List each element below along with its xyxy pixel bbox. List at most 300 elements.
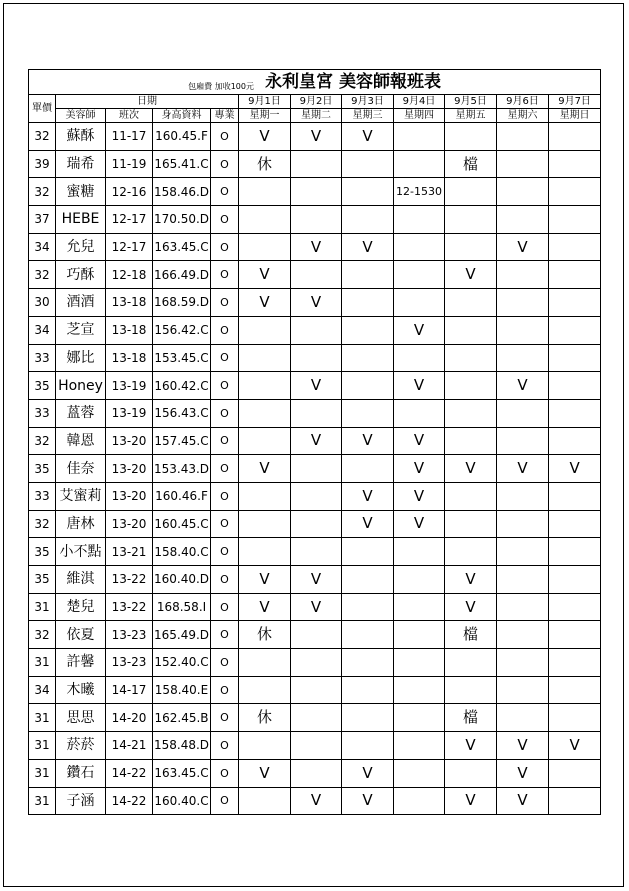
- schedule-cell: [497, 344, 549, 372]
- schedule-cell: [394, 261, 445, 289]
- shift-cell: 13-22: [106, 593, 153, 621]
- specialty-cell: O: [211, 455, 239, 483]
- schedule-cell: [342, 455, 394, 483]
- schedule-cell: [497, 676, 549, 704]
- specialty-cell: O: [211, 538, 239, 566]
- schedule-cell: 休: [239, 621, 291, 649]
- schedule-cell: 檔: [445, 704, 497, 732]
- table-row: [29, 344, 601, 372]
- schedule-cell: [394, 123, 445, 151]
- table-row: [29, 676, 601, 704]
- schedule-cell: 12-1530: [394, 178, 445, 206]
- schedule-cell: [497, 621, 549, 649]
- specialty-cell: O: [211, 316, 239, 344]
- schedule-cell: [291, 510, 342, 538]
- schedule-cell: [342, 316, 394, 344]
- schedule-cell: [549, 566, 601, 594]
- schedule-cell: [445, 344, 497, 372]
- beautician-name-cell: 子涵: [56, 787, 106, 815]
- unit-price-cell: 35: [29, 372, 56, 400]
- header-date: 日期: [56, 95, 239, 109]
- schedule-cell: V: [342, 510, 394, 538]
- beautician-name-cell: 佳奈: [56, 455, 106, 483]
- unit-price-cell: 35: [29, 455, 56, 483]
- table-row: [29, 593, 601, 621]
- schedule-cell: [549, 510, 601, 538]
- table-row: [29, 261, 601, 289]
- schedule-cell: [291, 482, 342, 510]
- profile-cell: 160.46.F: [153, 482, 211, 510]
- schedule-cell: [549, 233, 601, 261]
- day-date-header: 9月3日: [342, 95, 394, 109]
- schedule-cell: [342, 621, 394, 649]
- schedule-cell: V: [497, 759, 549, 787]
- specialty-cell: O: [211, 261, 239, 289]
- beautician-name-cell: 鑽石: [56, 759, 106, 787]
- beautician-name-cell: 小不點: [56, 538, 106, 566]
- table-row: [29, 455, 601, 483]
- schedule-cell: [445, 289, 497, 317]
- schedule-cell: [394, 289, 445, 317]
- unit-price-cell: 32: [29, 261, 56, 289]
- schedule-cell: V: [445, 732, 497, 760]
- schedule-cell: [239, 206, 291, 234]
- schedule-cell: [497, 482, 549, 510]
- profile-cell: 153.43.D: [153, 455, 211, 483]
- schedule-cell: [549, 621, 601, 649]
- schedule-cell: [342, 289, 394, 317]
- beautician-name-cell: 韓恩: [56, 427, 106, 455]
- schedule-cell: [445, 178, 497, 206]
- shift-cell: 14-22: [106, 787, 153, 815]
- schedule-cell: [445, 206, 497, 234]
- schedule-cell: [239, 510, 291, 538]
- schedule-cell: [445, 482, 497, 510]
- beautician-name-cell: HEBE: [56, 206, 106, 234]
- schedule-cell: [549, 261, 601, 289]
- schedule-cell: [239, 344, 291, 372]
- schedule-cell: [342, 344, 394, 372]
- schedule-cell: [394, 787, 445, 815]
- header-shift: 班次: [106, 109, 153, 123]
- schedule-cell: [497, 150, 549, 178]
- specialty-cell: O: [211, 427, 239, 455]
- shift-cell: 13-20: [106, 427, 153, 455]
- day-date-header: 9月1日: [239, 95, 291, 109]
- table-row: [29, 372, 601, 400]
- schedule-cell: [445, 316, 497, 344]
- schedule-cell: [291, 732, 342, 760]
- schedule-cell: [239, 178, 291, 206]
- schedule-cell: V: [445, 787, 497, 815]
- schedule-cell: [445, 123, 497, 151]
- shift-cell: 13-19: [106, 372, 153, 400]
- schedule-cell: V: [291, 566, 342, 594]
- schedule-cell: V: [291, 289, 342, 317]
- specialty-cell: O: [211, 289, 239, 317]
- schedule-cell: [497, 178, 549, 206]
- schedule-cell: V: [239, 593, 291, 621]
- schedule-cell: [239, 787, 291, 815]
- schedule-cell: [497, 649, 549, 677]
- schedule-cell: [497, 206, 549, 234]
- title-row: [29, 70, 601, 95]
- unit-price-cell: 35: [29, 566, 56, 594]
- schedule-cell: V: [394, 510, 445, 538]
- schedule-cell: [445, 759, 497, 787]
- specialty-cell: O: [211, 399, 239, 427]
- beautician-name-cell: Honey: [56, 372, 106, 400]
- schedule-cell: [394, 344, 445, 372]
- shift-cell: 13-20: [106, 455, 153, 483]
- profile-cell: 168.59.D: [153, 289, 211, 317]
- header-name: 美容師: [56, 109, 106, 123]
- schedule-cell: V: [549, 455, 601, 483]
- schedule-cell: [445, 538, 497, 566]
- schedule-cell: V: [497, 372, 549, 400]
- schedule-cell: [394, 676, 445, 704]
- unit-price-cell: 31: [29, 759, 56, 787]
- table-row: [29, 649, 601, 677]
- table-row: [29, 427, 601, 455]
- specialty-cell: O: [211, 759, 239, 787]
- beautician-name-cell: 娜比: [56, 344, 106, 372]
- shift-cell: 14-17: [106, 676, 153, 704]
- profile-cell: 153.45.C: [153, 344, 211, 372]
- schedule-cell: V: [291, 787, 342, 815]
- schedule-cell: [394, 566, 445, 594]
- schedule-cell: [394, 233, 445, 261]
- unit-price-cell: 33: [29, 482, 56, 510]
- specialty-cell: O: [211, 206, 239, 234]
- unit-price-cell: 34: [29, 233, 56, 261]
- surcharge-note: 包廂費 加收100元: [188, 81, 254, 91]
- schedule-cell: [497, 427, 549, 455]
- header-row-columns: [29, 109, 601, 123]
- schedule-cell: [239, 372, 291, 400]
- profile-cell: 160.45.C: [153, 510, 211, 538]
- beautician-name-cell: 菸菸: [56, 732, 106, 760]
- schedule-cell: V: [291, 427, 342, 455]
- schedule-cell: 休: [239, 704, 291, 732]
- schedule-cell: [239, 427, 291, 455]
- table-row: [29, 566, 601, 594]
- table-row: [29, 123, 601, 151]
- beautician-name-cell: 思思: [56, 704, 106, 732]
- schedule-cell: [549, 427, 601, 455]
- table-row: [29, 178, 601, 206]
- table-row: [29, 787, 601, 815]
- beautician-name-cell: 許馨: [56, 649, 106, 677]
- schedule-cell: [291, 621, 342, 649]
- schedule-cell: [497, 593, 549, 621]
- schedule-cell: V: [342, 482, 394, 510]
- specialty-cell: O: [211, 178, 239, 206]
- schedule-cell: [239, 482, 291, 510]
- header-profile: 身高資料: [153, 109, 211, 123]
- schedule-cell: V: [549, 732, 601, 760]
- schedule-cell: [549, 206, 601, 234]
- shift-cell: 11-17: [106, 123, 153, 151]
- schedule-cell: [549, 787, 601, 815]
- unit-price-cell: 31: [29, 704, 56, 732]
- shift-cell: 14-22: [106, 759, 153, 787]
- table-row: [29, 732, 601, 760]
- page-title: 永利皇宮 美容師報班表: [265, 71, 441, 92]
- schedule-cell: 休: [239, 150, 291, 178]
- shift-cell: 11-19: [106, 150, 153, 178]
- schedule-cell: [291, 206, 342, 234]
- schedule-cell: [549, 482, 601, 510]
- schedule-cell: [342, 593, 394, 621]
- specialty-cell: O: [211, 482, 239, 510]
- profile-cell: 165.49.D: [153, 621, 211, 649]
- schedule-cell: V: [291, 123, 342, 151]
- beautician-name-cell: 瑞希: [56, 150, 106, 178]
- schedule-cell: [291, 261, 342, 289]
- beautician-name-cell: 唐林: [56, 510, 106, 538]
- schedule-cell: [342, 649, 394, 677]
- specialty-cell: O: [211, 510, 239, 538]
- schedule-cell: V: [239, 455, 291, 483]
- table-row: [29, 482, 601, 510]
- schedule-cell: [549, 399, 601, 427]
- day-date-header: 9月7日: [549, 95, 601, 109]
- schedule-cell: V: [342, 427, 394, 455]
- unit-price-cell: 31: [29, 787, 56, 815]
- profile-cell: 152.40.C: [153, 649, 211, 677]
- shift-cell: 13-22: [106, 566, 153, 594]
- day-date-header: 9月2日: [291, 95, 342, 109]
- profile-cell: 168.58.I: [153, 593, 211, 621]
- schedule-cell: [445, 676, 497, 704]
- schedule-cell: V: [445, 566, 497, 594]
- schedule-cell: V: [342, 123, 394, 151]
- profile-cell: 157.45.C: [153, 427, 211, 455]
- profile-cell: 156.42.C: [153, 316, 211, 344]
- schedule-cell: [394, 732, 445, 760]
- unit-price-cell: 31: [29, 593, 56, 621]
- schedule-cell: V: [239, 123, 291, 151]
- schedule-cell: V: [394, 455, 445, 483]
- header-row-dates: [29, 95, 601, 109]
- profile-cell: 163.45.C: [153, 759, 211, 787]
- specialty-cell: O: [211, 787, 239, 815]
- profile-cell: 160.40.C: [153, 787, 211, 815]
- profile-cell: 160.40.D: [153, 566, 211, 594]
- profile-cell: 166.49.D: [153, 261, 211, 289]
- schedule-cell: [342, 399, 394, 427]
- schedule-cell: [549, 593, 601, 621]
- header-unit-price: 單價: [29, 95, 56, 123]
- table-row: [29, 759, 601, 787]
- schedule-cell: [291, 150, 342, 178]
- schedule-cell: V: [394, 316, 445, 344]
- unit-price-cell: 34: [29, 676, 56, 704]
- schedule-cell: 檔: [445, 150, 497, 178]
- schedule-cell: V: [239, 261, 291, 289]
- schedule-cell: V: [497, 732, 549, 760]
- unit-price-cell: 34: [29, 316, 56, 344]
- beautician-name-cell: 蘇酥: [56, 123, 106, 151]
- schedule-cell: [549, 289, 601, 317]
- table-row: [29, 621, 601, 649]
- schedule-cell: [445, 510, 497, 538]
- shift-cell: 12-17: [106, 206, 153, 234]
- unit-price-cell: 30: [29, 289, 56, 317]
- schedule-cell: V: [239, 289, 291, 317]
- specialty-cell: O: [211, 566, 239, 594]
- schedule-cell: V: [497, 233, 549, 261]
- day-weekday-header: 星期六: [497, 109, 549, 123]
- unit-price-cell: 32: [29, 123, 56, 151]
- day-weekday-header: 星期二: [291, 109, 342, 123]
- specialty-cell: O: [211, 233, 239, 261]
- schedule-cell: [394, 649, 445, 677]
- specialty-cell: O: [211, 676, 239, 704]
- table-row: [29, 206, 601, 234]
- schedule-cell: [445, 399, 497, 427]
- schedule-cell: [239, 732, 291, 760]
- schedule-cell: [394, 593, 445, 621]
- schedule-cell: [549, 649, 601, 677]
- shift-cell: 12-16: [106, 178, 153, 206]
- schedule-cell: [497, 289, 549, 317]
- unit-price-cell: 33: [29, 399, 56, 427]
- beautician-name-cell: 依夏: [56, 621, 106, 649]
- schedule-cell: [445, 372, 497, 400]
- table-row: [29, 510, 601, 538]
- schedule-cell: [497, 510, 549, 538]
- shift-cell: 13-18: [106, 344, 153, 372]
- schedule-cell: [342, 538, 394, 566]
- schedule-cell: [291, 399, 342, 427]
- schedule-cell: [394, 759, 445, 787]
- shift-cell: 13-21: [106, 538, 153, 566]
- profile-cell: 165.41.C: [153, 150, 211, 178]
- shift-cell: 12-17: [106, 233, 153, 261]
- beautician-name-cell: 酒酒: [56, 289, 106, 317]
- schedule-cell: [549, 316, 601, 344]
- unit-price-cell: 31: [29, 649, 56, 677]
- specialty-cell: O: [211, 123, 239, 151]
- schedule-cell: [394, 538, 445, 566]
- unit-price-cell: 32: [29, 427, 56, 455]
- specialty-cell: O: [211, 621, 239, 649]
- shift-cell: 14-20: [106, 704, 153, 732]
- day-weekday-header: 星期五: [445, 109, 497, 123]
- schedule-cell: V: [445, 455, 497, 483]
- shift-cell: 12-18: [106, 261, 153, 289]
- title-cell: [29, 70, 601, 95]
- schedule-cell: [342, 566, 394, 594]
- day-weekday-header: 星期四: [394, 109, 445, 123]
- profile-cell: 158.40.C: [153, 538, 211, 566]
- shift-cell: 13-20: [106, 510, 153, 538]
- unit-price-cell: 35: [29, 538, 56, 566]
- schedule-cell: V: [342, 759, 394, 787]
- unit-price-cell: 33: [29, 344, 56, 372]
- shift-cell: 13-20: [106, 482, 153, 510]
- unit-price-cell: 32: [29, 621, 56, 649]
- schedule-cell: [342, 206, 394, 234]
- specialty-cell: O: [211, 372, 239, 400]
- schedule-cell: [291, 676, 342, 704]
- shift-cell: 13-23: [106, 621, 153, 649]
- day-date-header: 9月6日: [497, 95, 549, 109]
- schedule-cell: [291, 455, 342, 483]
- schedule-cell: V: [239, 759, 291, 787]
- schedule-cell: [291, 344, 342, 372]
- shift-cell: 13-23: [106, 649, 153, 677]
- schedule-cell: V: [394, 372, 445, 400]
- schedule-cell: [549, 123, 601, 151]
- profile-cell: 158.46.D: [153, 178, 211, 206]
- shift-cell: 13-18: [106, 289, 153, 317]
- day-weekday-header: 星期日: [549, 109, 601, 123]
- day-weekday-header: 星期一: [239, 109, 291, 123]
- schedule-cell: [394, 206, 445, 234]
- schedule-cell: [549, 704, 601, 732]
- schedule-cell: [394, 704, 445, 732]
- schedule-cell: [497, 261, 549, 289]
- table-row: [29, 289, 601, 317]
- profile-cell: 162.45.B: [153, 704, 211, 732]
- schedule-cell: V: [291, 593, 342, 621]
- profile-cell: 163.45.C: [153, 233, 211, 261]
- schedule-cell: V: [239, 566, 291, 594]
- unit-price-cell: 31: [29, 732, 56, 760]
- specialty-cell: O: [211, 593, 239, 621]
- table-row: [29, 538, 601, 566]
- unit-price-cell: 32: [29, 510, 56, 538]
- beautician-name-cell: 蒕蓉: [56, 399, 106, 427]
- schedule-cell: V: [445, 261, 497, 289]
- specialty-cell: O: [211, 150, 239, 178]
- unit-price-cell: 39: [29, 150, 56, 178]
- day-date-header: 9月4日: [394, 95, 445, 109]
- schedule-cell: [342, 261, 394, 289]
- schedule-cell: [549, 178, 601, 206]
- schedule-cell: [239, 538, 291, 566]
- beautician-name-cell: 維淇: [56, 566, 106, 594]
- schedule-cell: [291, 316, 342, 344]
- schedule-cell: V: [291, 372, 342, 400]
- schedule-cell: V: [497, 455, 549, 483]
- beautician-name-cell: 楚兒: [56, 593, 106, 621]
- header-specialty: 專業: [211, 109, 239, 123]
- table-row: [29, 233, 601, 261]
- schedule-cell: [549, 759, 601, 787]
- schedule-cell: V: [394, 427, 445, 455]
- table-row: [29, 150, 601, 178]
- schedule-cell: [497, 704, 549, 732]
- schedule-cell: [239, 649, 291, 677]
- schedule-cell: [342, 676, 394, 704]
- specialty-cell: O: [211, 704, 239, 732]
- schedule-cell: [445, 233, 497, 261]
- schedule-cell: [497, 538, 549, 566]
- day-weekday-header: 星期三: [342, 109, 394, 123]
- schedule-cell: [342, 178, 394, 206]
- schedule-table: [28, 69, 601, 815]
- unit-price-cell: 37: [29, 206, 56, 234]
- schedule-cell: [549, 344, 601, 372]
- schedule-cell: [549, 372, 601, 400]
- schedule-cell: [445, 427, 497, 455]
- schedule-cell: [549, 676, 601, 704]
- beautician-name-cell: 芝宣: [56, 316, 106, 344]
